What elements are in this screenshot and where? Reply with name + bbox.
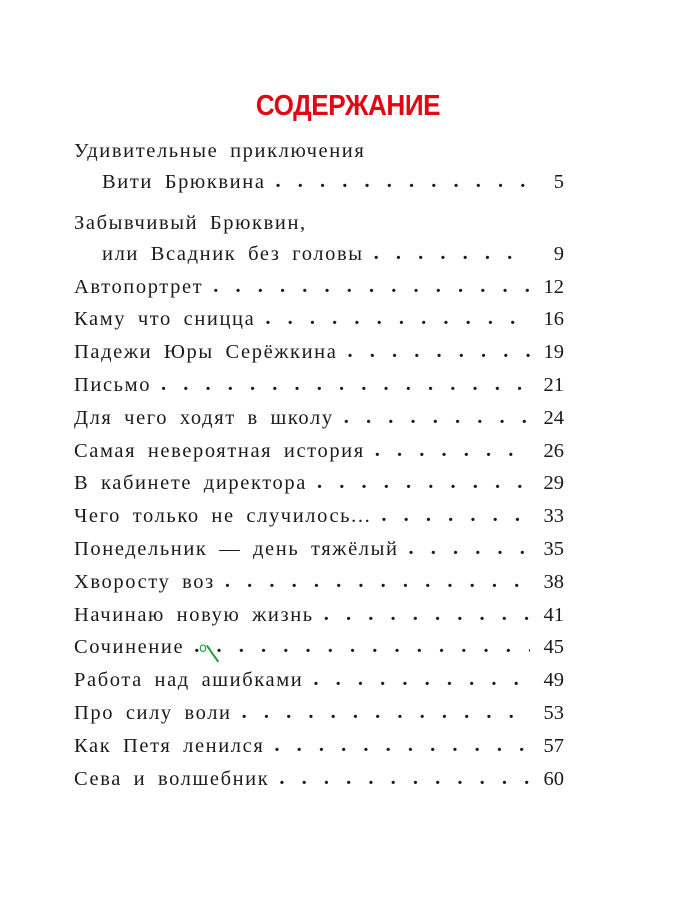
toc-entry-title: Чего только не случилось... <box>74 505 372 528</box>
toc-entry-page: 9 <box>553 242 564 265</box>
dot-leader <box>274 729 530 762</box>
dot-leader <box>279 762 530 795</box>
toc-entry-title: Самая невероятная история <box>74 439 365 462</box>
dot-leader <box>344 401 530 434</box>
toc-entry-page: 33 <box>543 505 564 528</box>
table-of-contents <box>74 137 564 795</box>
toc-entry-title: Сева и волшебник <box>74 767 270 790</box>
toc-entry[interactable] <box>74 631 564 664</box>
dot-leader <box>265 302 530 335</box>
dot-leader <box>313 663 530 696</box>
toc-entry[interactable] <box>74 763 564 796</box>
toc-entry-line <box>74 238 564 271</box>
dot-leader <box>374 237 530 270</box>
toc-entry-title: Хворосту воз <box>74 570 215 593</box>
dot-leader <box>381 499 530 532</box>
toc-entry-page: 24 <box>543 406 564 429</box>
toc-entry-title: Как Петя ленился <box>74 734 265 757</box>
toc-entry[interactable] <box>74 369 564 402</box>
toc-entry-page: 45 <box>543 636 564 659</box>
toc-entry[interactable] <box>74 209 564 271</box>
toc-entry[interactable] <box>74 500 564 533</box>
toc-entry-page: 38 <box>543 570 564 593</box>
dot-leader <box>347 335 530 368</box>
toc-entry[interactable] <box>74 533 564 566</box>
dot-leader <box>213 270 530 303</box>
toc-entry[interactable] <box>74 467 564 500</box>
dot-leader <box>324 598 530 631</box>
toc-entry-page: 29 <box>543 472 564 495</box>
toc-entry[interactable] <box>74 664 564 697</box>
toc-entry[interactable] <box>74 435 564 468</box>
toc-entry-title: Для чего ходят в школу <box>74 406 334 429</box>
toc-entry[interactable] <box>74 566 564 599</box>
dot-leader <box>317 466 530 499</box>
toc-entry-line <box>74 166 564 199</box>
toc-entry-line <box>74 209 564 238</box>
toc-entry-title: Понедельник — день тяжёлый <box>74 537 399 560</box>
toc-entry[interactable] <box>74 137 564 199</box>
toc-entry-title: Каму что сницца <box>74 308 256 331</box>
toc-entry-page: 53 <box>543 701 564 724</box>
dot-leader <box>194 630 530 663</box>
toc-entry-title: или Всадник без головы <box>102 242 364 265</box>
toc-entry-page: 49 <box>543 669 564 692</box>
toc-entry-title: Падежи Юры Серёжкина <box>74 341 338 364</box>
toc-entry-title: Вити Брюквина <box>102 171 266 193</box>
toc-entry-title: Забывчивый Брюквин, <box>74 211 307 234</box>
page-title: СОДЕРЖАНИЕ <box>255 90 441 122</box>
dot-leader <box>409 532 530 565</box>
toc-entry-title: Сочинение <box>74 636 185 659</box>
toc-entry-page: 12 <box>543 275 564 298</box>
toc-entry[interactable] <box>74 303 564 336</box>
toc-entry-page: 57 <box>543 734 564 757</box>
toc-entry[interactable] <box>74 336 564 369</box>
toc-entry-page: 5 <box>553 171 564 193</box>
toc-entry-page: 35 <box>543 537 564 560</box>
toc-entry-title: Удивительные приключения <box>74 140 366 162</box>
toc-entry[interactable] <box>74 271 564 304</box>
toc-entry-page: 41 <box>543 603 564 626</box>
handwritten-correction: о <box>199 641 207 656</box>
toc-entry[interactable] <box>74 697 564 730</box>
dot-leader <box>225 565 530 598</box>
toc-entry-page: 60 <box>543 767 564 790</box>
toc-entry-page: 21 <box>543 373 564 396</box>
dot-leader <box>242 696 530 729</box>
toc-entry-line <box>74 137 564 166</box>
toc-entry-title: Работа над ашибками <box>74 669 304 692</box>
toc-entry[interactable] <box>74 402 564 435</box>
toc-entry[interactable] <box>74 599 564 632</box>
dot-leader <box>276 165 530 198</box>
toc-entry-page: 19 <box>543 341 564 364</box>
toc-entry-title: Про силу воли <box>74 701 232 724</box>
toc-entry-title: Начинаю новую жизнь <box>74 603 314 626</box>
toc-entry[interactable] <box>74 730 564 763</box>
dot-leader <box>375 434 530 467</box>
toc-entry-title: Автопортрет <box>74 275 204 298</box>
toc-entry-title: В кабинете директора <box>74 472 307 495</box>
toc-entry-page: 26 <box>543 439 564 462</box>
toc-entry-title: Письмо <box>74 373 152 396</box>
dot-leader <box>161 368 530 401</box>
toc-entry-page: 16 <box>543 308 564 331</box>
